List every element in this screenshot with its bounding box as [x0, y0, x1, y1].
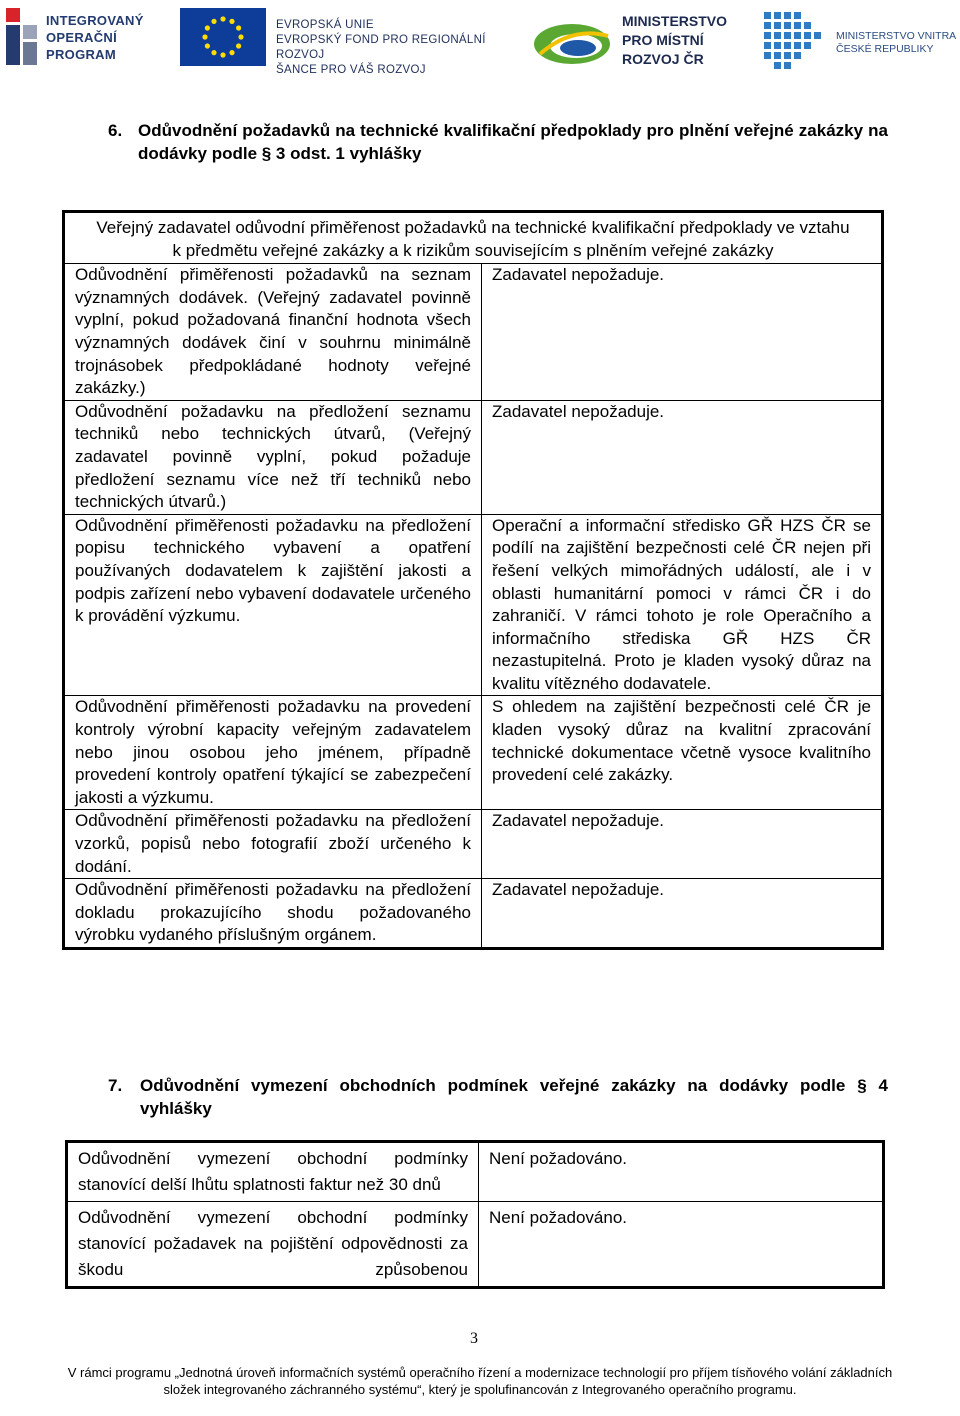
- requirement-cell: Odůvodnění přiměřenosti požadavku na předložení dokladu prokazujícího shodu požadovaného výrobku vydaného příslušným orgánem.: [64, 879, 482, 949]
- justification-cell: Zadavatel nepožaduje.: [482, 810, 883, 879]
- justification-cell: Zadavatel nepožaduje.: [482, 264, 883, 401]
- requirement-cell: Odůvodnění požadavku na předložení seznamu techniků nebo technických útvarů, (Veřejný zadavatel povinně vyplní, pokud požaduje předložení seznamu více než tří techniků nebo technických útvarů.): [64, 400, 482, 514]
- eu-logo: [180, 8, 520, 76]
- requirement-cell: Odůvodnění přiměřenosti požadavku na provedení kontroly výrobní kapacity veřejným zadavatelem nebo jinou osobou jeho jménem, případně provedení kontroly opatření týkající se zabezpečení jakosti a výzkumu.: [64, 696, 482, 810]
- table-row: [64, 400, 883, 514]
- requirement-cell: Odůvodnění vymezení obchodní podmínky stanovící požadavek na pojištění odpovědnosti za škodu způsobenou: [67, 1202, 479, 1288]
- table-header-row: [64, 212, 883, 264]
- iop-logo-line: PROGRAM: [46, 47, 116, 62]
- section-title: Odůvodnění vymezení obchodních podmínek veřejné zakázky na dodávky podle § 4 vyhlášky: [140, 1076, 888, 1118]
- page-footer: V rámci programu „Jednotná úroveň informačních systémů operačního řízení a modernizace technologií pro příjem tísňového volání základních složek integrovaného záchranného systému“, který je spolufinancován z Integrovaného operačního programu.: [67, 1365, 893, 1397]
- table-row: [67, 1202, 884, 1288]
- mmr-logo: [532, 10, 752, 72]
- mmr-logo-line: MINISTERSTVO: [622, 13, 728, 29]
- table-row: [67, 1142, 884, 1202]
- justification-cell: Zadavatel nepožaduje.: [482, 879, 883, 949]
- eu-logo-line: EVROPSKÝ FOND PRO REGIONÁLNÍ ROZVOJ: [276, 34, 486, 61]
- mmr-logo-mark: [532, 20, 612, 68]
- eu-flag-icon: [180, 8, 266, 66]
- justification-cell: Není požadováno.: [479, 1202, 884, 1288]
- justification-cell: Operační a informační středisko GŘ HZS ČR se podílí na zajištění bezpečnosti celé ČR nejen při řešení velkých mimořádných událostí, ale i v oblasti humanitární pomoci v rámci ČR i do zahraničí. V rámci tohoto je role Operačního a informačního střediska GŘ HZS ČR nezastupitelná. Proto je kladen vysoký důraz na kvalitu vítězného dodavatele.: [482, 514, 883, 696]
- justification-cell: Zadavatel nepožaduje.: [482, 400, 883, 514]
- table-header: Veřejný zadavatel odůvodní přiměřenost požadavků na technické kvalifikační předpoklady ve vztahu k předmětu veřejné zakázky a k rizikům souvisejícím s plněním veřejné zakázky: [64, 212, 883, 264]
- mmr-logo-line: ROZVOJ ČR: [622, 51, 704, 67]
- table-row: [64, 264, 883, 401]
- section-7-heading: [108, 1074, 888, 1120]
- eu-logo-line: EVROPSKÁ UNIE: [276, 19, 374, 31]
- justification-cell: Není požadováno.: [479, 1142, 884, 1202]
- table-row: [64, 514, 883, 696]
- requirement-cell: Odůvodnění vymezení obchodní podmínky stanovící delší lhůtu splatnosti faktur než 30 dnů: [67, 1142, 479, 1202]
- mmr-logo-line: PRO MÍSTNÍ: [622, 32, 704, 48]
- commercial-terms-table: [65, 1140, 885, 1289]
- technical-requirements-table: [62, 210, 884, 950]
- iop-logo: [6, 8, 158, 70]
- justification-cell: S ohledem na zajištění bezpečnosti celé ČR je kladen vysoký důraz na kvalitní zpracování technické dokumentace včetně vysoce kvalitního provedení celé zakázky.: [482, 696, 883, 810]
- mv-logo-mark: [762, 8, 830, 70]
- section-title: Odůvodnění požadavků na technické kvalifikační předpoklady pro plnění veřejné zakázky na dodávky podle § 3 odst. 1 vyhlášky: [138, 121, 888, 163]
- table-row: [64, 810, 883, 879]
- iop-logo-mark: [6, 8, 40, 66]
- eu-logo-line: ŠANCE PRO VÁŠ ROZVOJ: [276, 64, 426, 76]
- mv-logo-line: ČESKÉ REPUBLIKY: [836, 43, 934, 55]
- requirement-cell: Odůvodnění přiměřenosti požadavků na seznam významných dodávek. (Veřejný zadavatel povinně vyplní, pokud požadovaná finanční hodnota všech významných dodávek činí v souhrnu minimálně trojnásobek předpokládané hodnoty veřejné zakázky.): [64, 264, 482, 401]
- table-row: [64, 879, 883, 949]
- page-number: 3: [470, 1330, 478, 1347]
- section-6-heading: [108, 119, 888, 165]
- section-number: 6.: [108, 121, 123, 140]
- mv-logo-line: MINISTERSTVO VNITRA: [836, 30, 957, 42]
- iop-logo-line: INTEGROVANÝ: [46, 13, 144, 28]
- requirement-cell: Odůvodnění přiměřenosti požadavku na předložení popisu technického vybavení a opatření používaných dodavatelem k zajištění jakosti a podpis zařízení nebo vybavení dodavatele určeného k provádění výzkumu.: [64, 514, 482, 696]
- requirement-cell: Odůvodnění přiměřenosti požadavku na předložení vzorků, popisů nebo fotografií zboží určeného k dodání.: [64, 810, 482, 879]
- logo-header: [0, 0, 960, 78]
- table-row: [64, 696, 883, 810]
- mv-logo: [762, 8, 958, 70]
- iop-logo-line: OPERAČNÍ: [46, 30, 118, 45]
- section-number: 7.: [108, 1076, 123, 1095]
